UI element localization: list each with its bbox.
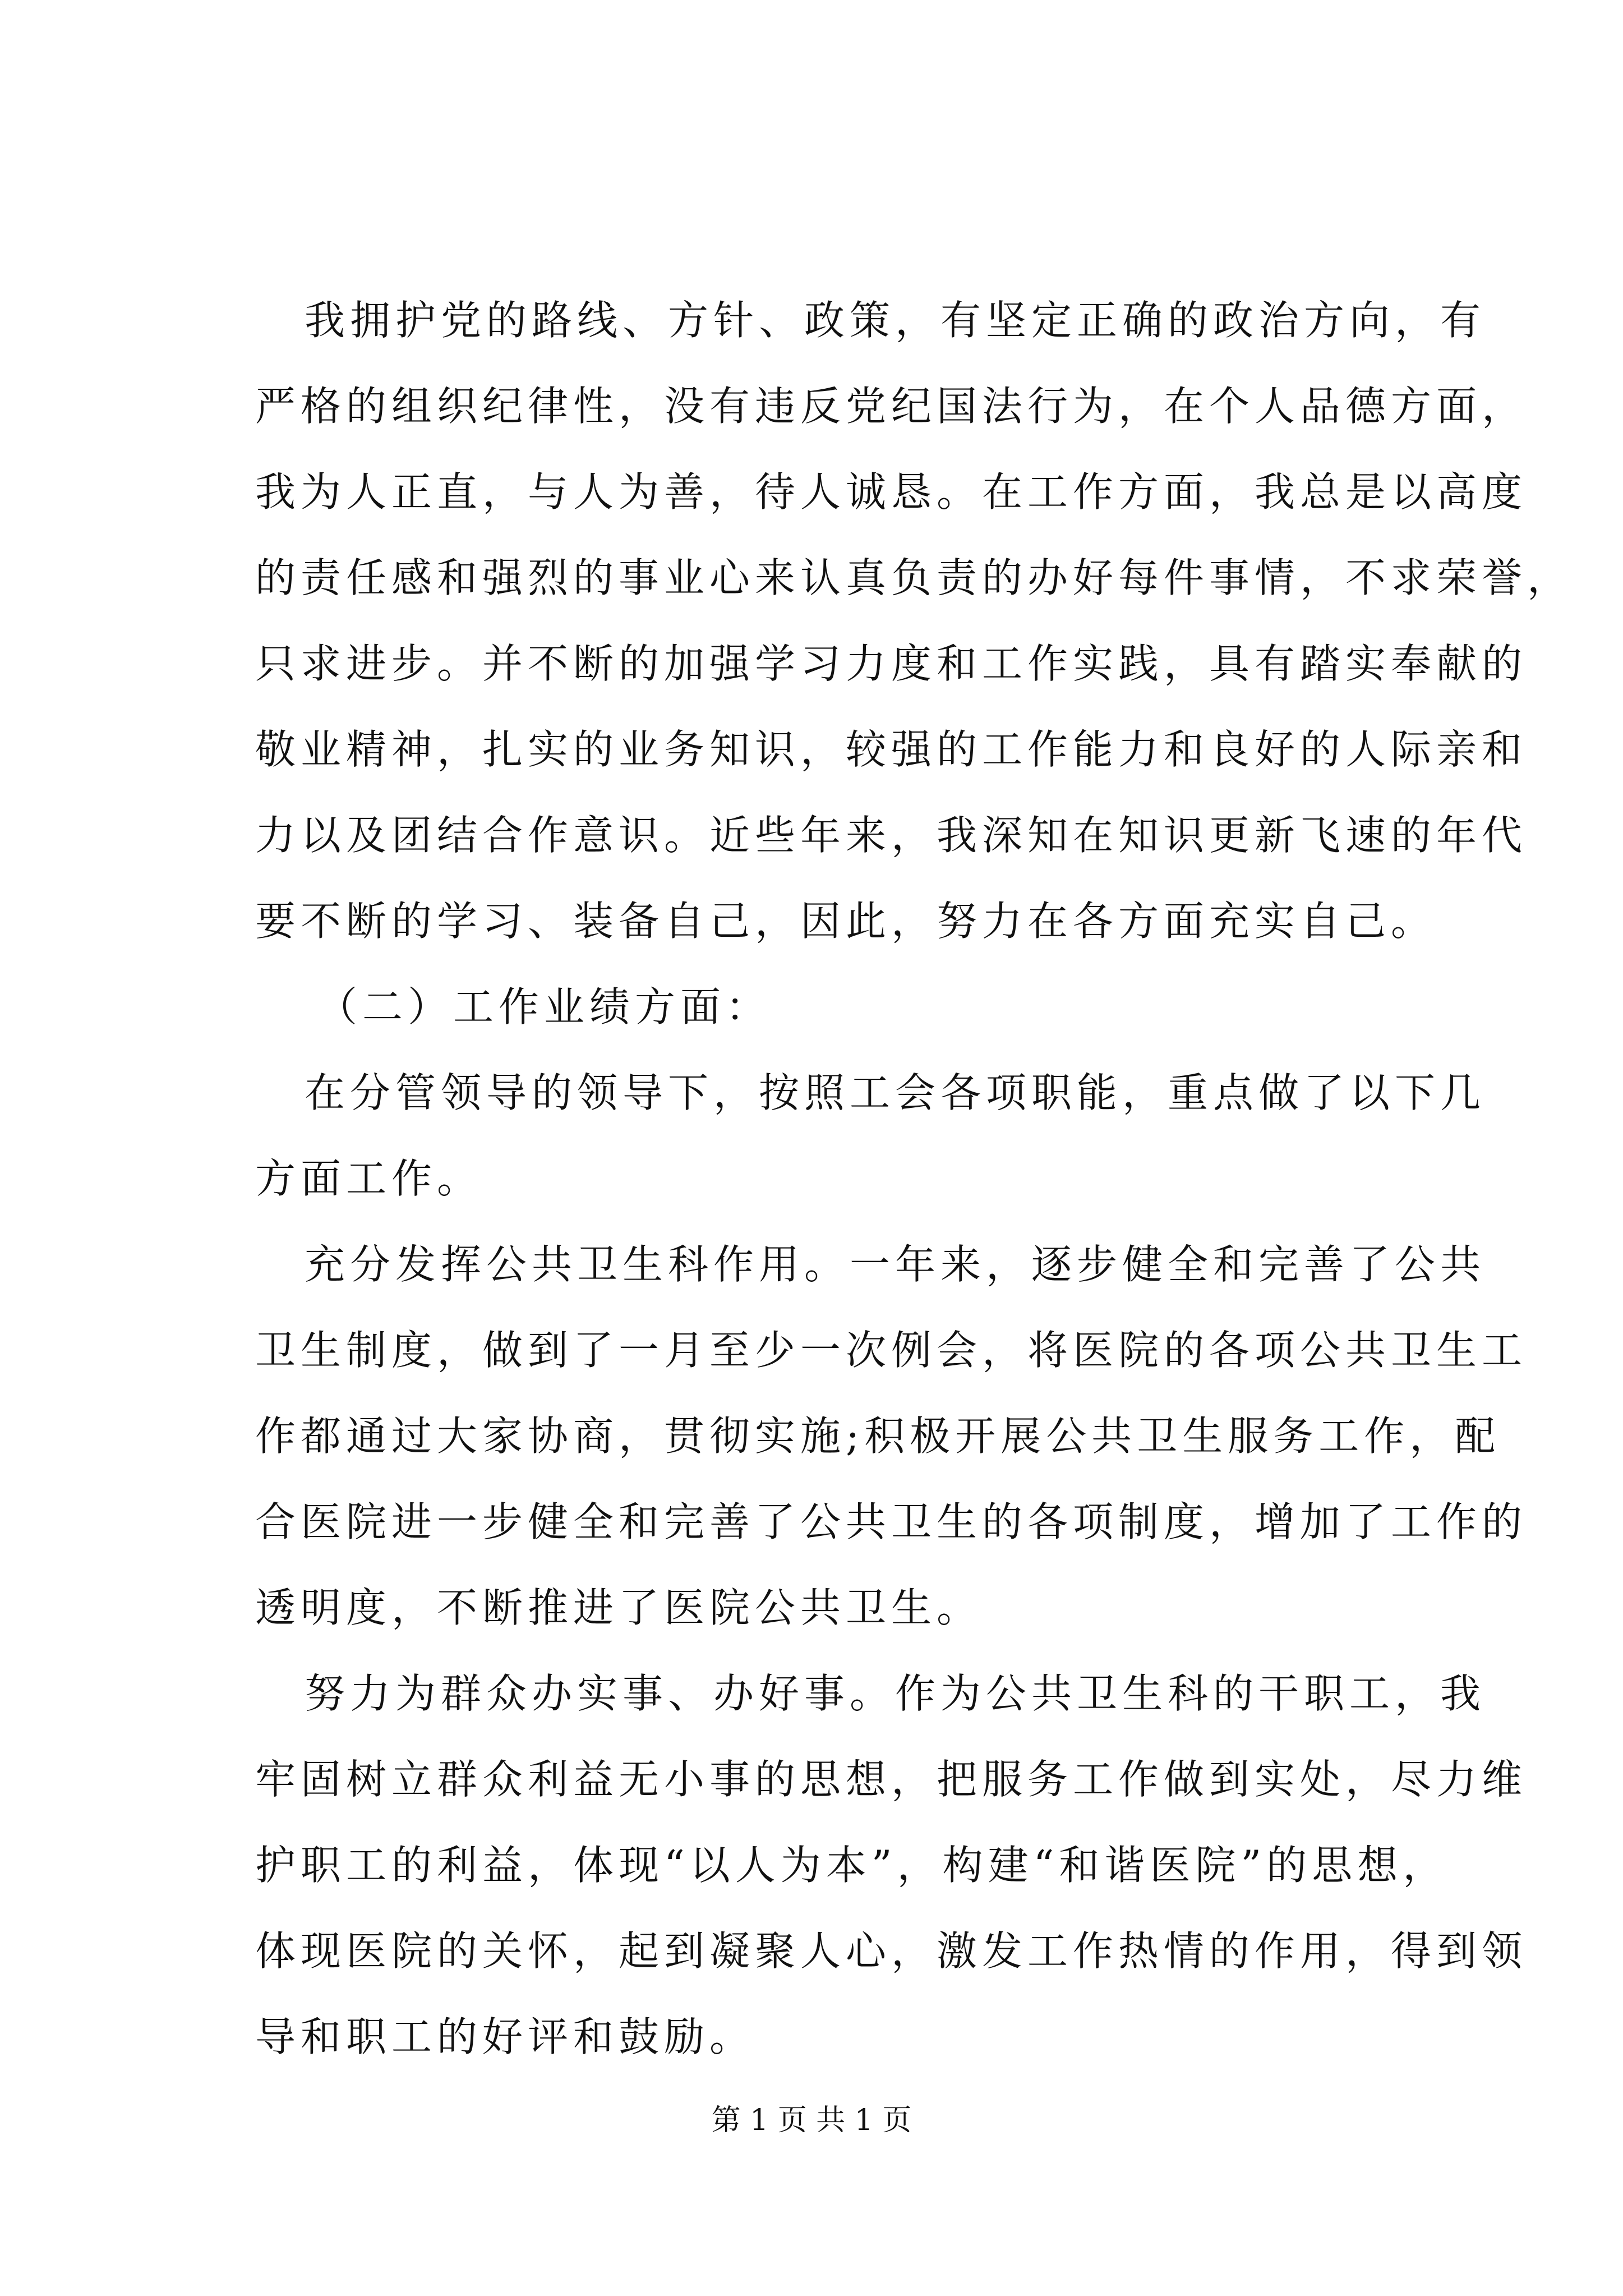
- paragraph-line: 要不断的学习、装备自己，因此，努力在各方面充实自己。: [255, 898, 1437, 945]
- paragraph-line: 导和职工的好评和鼓励。: [255, 2013, 755, 2060]
- paragraph-line: 作都通过大家协商，贯彻实施;积极开展公共卫生服务工作，配: [255, 1412, 1501, 1460]
- paragraph-line: 我为人正直，与人为善，待人诚恳。在工作方面，我总是以高度: [255, 468, 1528, 516]
- page-number-footer: 第 1 页 共 1 页: [711, 2104, 912, 2137]
- paragraph-line: 方面工作。: [255, 1155, 483, 1202]
- paragraph-line: 力以及团结合作意识。近些年来，我深知在知识更新飞速的年代: [255, 812, 1528, 859]
- document-body: [255, 278, 1573, 2080]
- section-heading: （二）工作业绩方面：: [317, 983, 772, 1030]
- paragraph-line: 在分管领导的领导下，按照工会各项职能，重点做了以下几: [305, 1069, 1486, 1116]
- paragraph-line: 牢固树立群众利益无小事的思想，把服务工作做到实处，尽力维: [255, 1756, 1528, 1803]
- paragraph-line: 的责任感和强烈的事业心来认真负责的办好每件事情，不求荣誉，: [255, 554, 1573, 601]
- paragraph-line: 充分发挥公共卫生科作用。一年来，逐步健全和完善了公共: [305, 1241, 1486, 1288]
- paragraph-line: 只求进步。并不断的加强学习力度和工作实践，具有踏实奉献的: [255, 640, 1528, 687]
- paragraph-line: 合医院进一步健全和完善了公共卫生的各项制度，增加了工作的: [255, 1498, 1528, 1545]
- paragraph-line: 严格的组织纪律性，没有违反党纪国法行为，在个人品德方面，: [255, 383, 1528, 430]
- paragraph-line: 敬业精神，扎实的业务知识，较强的工作能力和良好的人际亲和: [255, 726, 1528, 773]
- paragraph-line: 卫生制度，做到了一月至少一次例会，将医院的各项公共卫生工: [255, 1327, 1528, 1374]
- paragraph-line: 我拥护党的路线、方针、政策，有坚定正确的政治方向，有: [305, 297, 1486, 344]
- paragraph-line: 护职工的利益，体现“以人为本”，构建“和谐医院”的思想，: [255, 1842, 1449, 1889]
- paragraph-line: 透明度，不断推进了医院公共卫生。: [255, 1584, 983, 1631]
- paragraph-line: 体现医院的关怀，起到凝聚人心，激发工作热情的作用，得到领: [255, 1927, 1528, 1975]
- paragraph-line: 努力为群众办实事、办好事。作为公共卫生科的干职工，我: [305, 1670, 1486, 1717]
